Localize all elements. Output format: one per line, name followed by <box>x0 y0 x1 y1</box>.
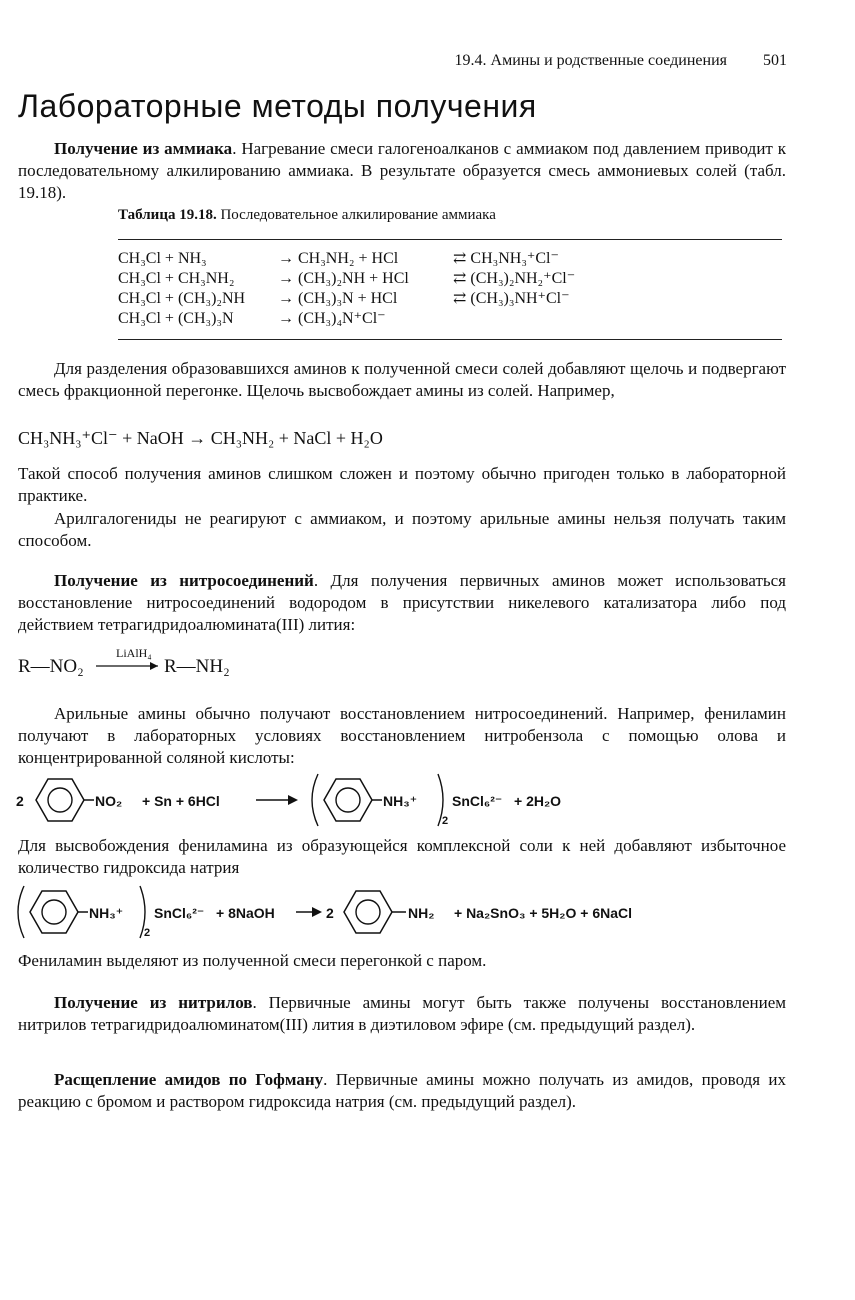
table-cell: CH₃Cl + CH₃NH₂ <box>118 270 235 287</box>
table-cell: ⇄ (CH₃)₃NH⁺Cl⁻ <box>453 290 570 307</box>
table-cell: → (CH₃)₂NH + HCl <box>278 270 409 287</box>
products-text: + Na₂SnO₃ + 5H₂O + 6NaCl <box>454 905 633 921</box>
benzene-ring-icon <box>36 779 84 821</box>
paragraph-text: . Первичные амины можно получать из амидов, проводя их реакцию с бромом и раствором гидроксида натрия (см. предыдущий раздел). <box>18 1070 786 1111</box>
left-bracket <box>18 886 24 938</box>
equation-lialh4-reduction <box>18 640 278 682</box>
table-caption-text: Последовательное алкилирование аммиака <box>220 207 496 223</box>
reagent-label: LiAlH₄ <box>116 646 152 660</box>
table-caption-label: Таблица 19.18. <box>118 207 217 223</box>
paragraph-lead: Расщепление амидов по Гофману <box>54 1070 324 1089</box>
table-caption <box>118 207 496 224</box>
benzene-ring-icon <box>30 891 78 933</box>
paragraph-lead: Получение из нитрилов <box>54 993 253 1012</box>
paragraph-separation: Для разделения образовавшихся аминов к полученной смеси солей добавляют щелочь и подвергают смесь фракционной перегонке. Щелочь высвобождает амины из солей. Например, <box>18 359 786 400</box>
section-title: Лабораторные методы получения <box>18 88 537 124</box>
paragraph-lead: Получение из нитросоединений <box>54 571 314 590</box>
paragraph-from-ammonia <box>18 138 786 204</box>
nitro-group: NO₂ <box>95 793 123 809</box>
reactant-formula: R—NO₂ <box>18 656 84 677</box>
arrow-head-icon <box>150 662 158 670</box>
paragraph-aryl-halides: Арилгалогениды не реагируют с аммиаком, и поэтому арильные амины нельзя получать таким способом. <box>18 509 786 550</box>
table-cell: ⇄ CH₃NH₃⁺Cl⁻ <box>453 250 559 267</box>
bracket-subscript: 2 <box>442 815 449 827</box>
paragraph-text: . Для получения первичных аминов может использоваться восстановление нитросоединений водородом в присутствии никелевого катализатора либо под действием тетрагидридоалюмината(III) лития: <box>18 571 786 634</box>
amine-group: NH₂ <box>408 905 435 921</box>
table-top-rule <box>118 239 782 240</box>
paragraph-hofmann <box>18 1069 786 1113</box>
benzene-ring-icon <box>324 779 372 821</box>
salt-anion: SnCl₆²⁻ <box>154 905 205 921</box>
paragraph-from-nitriles <box>18 992 786 1036</box>
arrow-head-icon <box>288 795 298 805</box>
reagents-text: + Sn + 6HCl <box>142 793 220 809</box>
equation-nitrobenzene-reduction <box>14 768 594 834</box>
ammonium-group: NH₃⁺ <box>89 905 124 921</box>
equation-neutralization: CH₃NH₃⁺Cl⁻ + NaOH → CH₃NH₂ + NaCl + H₂O <box>18 428 383 448</box>
running-header <box>455 52 787 70</box>
ammonium-group: NH₃⁺ <box>383 793 418 809</box>
table-cell: CH₃Cl + NH₃ <box>118 250 207 267</box>
page-number: 501 <box>763 52 787 69</box>
left-bracket <box>312 774 318 826</box>
bracket-subscript: 2 <box>144 927 151 939</box>
arrow-head-icon <box>312 907 322 917</box>
paragraph-text: . Нагревание смеси галогеноалканов с аммиаком под давлением приводит к последовательному алкилированию аммиака. В результате образуется смесь аммониевых солей (табл. 19.18). <box>18 139 786 202</box>
equation-liberation <box>6 880 706 946</box>
salt-anion: SnCl₆²⁻ <box>452 793 503 809</box>
table-cell: CH₃Cl + (CH₃)₃N <box>118 310 234 327</box>
table-bottom-rule <box>118 339 782 340</box>
table-cell: CH₃Cl + (CH₃)₂NH <box>118 290 246 307</box>
table-cell: → (CH₃)₄N⁺Cl⁻ <box>278 310 386 327</box>
paragraph-lead: Получение из аммиака <box>54 139 233 158</box>
coefficient: 2 <box>16 793 24 809</box>
paragraph-liberation: Для высвобождения фениламина из образующейся комплексной соли к ней добавляют избыточное количество гидроксида натрия <box>18 836 786 877</box>
paragraph-text: . Первичные амины могут быть также получены восстановлением нитрилов тетрагидридоалюминатом(III) лития в диэтиловом эфире (см. предыдущий раздел). <box>18 993 786 1034</box>
paragraph-method-note: Такой способ получения аминов слишком сложен и поэтому обычно пригоден только в лабораторной практике. <box>18 464 786 505</box>
table-cell: → CH₃NH₂ + HCl <box>278 250 399 267</box>
coefficient: 2 <box>326 905 334 921</box>
table-cell: ⇄ (CH₃)₂NH₂⁺Cl⁻ <box>453 270 576 287</box>
running-title: 19.4. Амины и родственные соединения <box>454 52 727 69</box>
water-product: + 2H₂O <box>514 793 562 809</box>
table-cell: → (CH₃)₃N + HCl <box>278 290 398 307</box>
reagent-text: + 8NaOH <box>216 905 275 921</box>
paragraph-from-nitro <box>18 570 786 636</box>
paragraph-steam-distillation: Фениламин выделяют из полученной смеси перегонкой с паром. <box>18 951 487 970</box>
paragraph-aryl-amines: Арильные амины обычно получают восстановлением нитросоединений. Например, фениламин получают в лабораторных условиях восстановлением нитробензола с помощью олова и концентрированной соляной кислоты: <box>18 704 786 767</box>
product-formula: R—NH₂ <box>164 656 230 677</box>
benzene-ring-icon <box>344 891 392 933</box>
